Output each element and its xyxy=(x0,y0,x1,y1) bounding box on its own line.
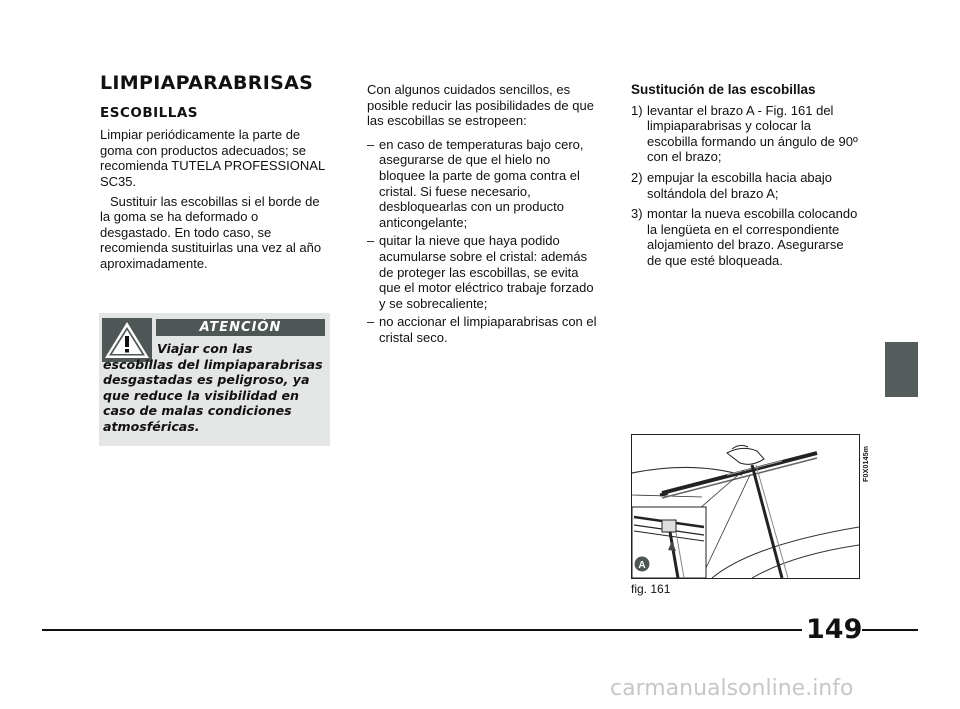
step-text: empujar la escobilla hacia abajo soltándola del brazo A; xyxy=(647,169,833,201)
list-item-text: quitar la nieve que haya podido acumularse sobre el cristal: además de proteger las escobillas, se evita que el motor eléctrico trabaje forzado y se sobrecaliente; xyxy=(379,233,594,311)
warning-text: Viajar con las escobillas del limpiaparabrisas desgastadas es peligroso, ya que reduce la visibilidad en caso de malas condiciones atmosféricas. xyxy=(103,341,323,434)
paragraph-replace: Sustituir las escobillas si el borde de la goma se ha deformado o desgastado. En todo caso, se recomienda sustituirlas una vez al año aproximadamente. xyxy=(100,193,322,271)
figure-label-a: A xyxy=(638,560,646,571)
footer-rule-right xyxy=(862,629,918,631)
watermark: carmanualsonline.info xyxy=(610,676,854,701)
dash-bullet: – xyxy=(367,233,375,249)
warning-header: ATENCIÓN xyxy=(156,319,325,336)
section-subtitle: ESCOBILLAS xyxy=(100,104,199,121)
step-item xyxy=(631,103,861,165)
page-title: LIMPIAPARABRISAS xyxy=(100,72,314,94)
list-item xyxy=(367,137,599,231)
wiper-drawing xyxy=(632,435,859,578)
step-text: montar la nueva escobilla colocando la lengüeta en el correspondiente alojamiento del brazo. Asegurarse de que esté bloqueada. xyxy=(647,206,858,268)
right-column xyxy=(631,82,861,274)
figure-caption: fig. 161 xyxy=(631,582,671,596)
middle-column xyxy=(367,82,599,349)
paragraph-cleaning: Limpiar periódicamente la parte de goma con productos adecuados; se recomienda TUTELA PROFESSIONAL SC35. xyxy=(100,127,325,189)
list-item-text: no accionar el limpiaparabrisas con el cristal seco. xyxy=(379,314,597,345)
step-number: 3) xyxy=(631,206,643,222)
chapter-tab xyxy=(885,342,918,397)
step-item xyxy=(631,206,861,268)
replacement-heading: Sustitución de las escobillas xyxy=(631,82,816,97)
step-text: levantar el brazo A - Fig. 161 del limpiaparabrisas y colocar la escobilla formando un ángulo de 90º con el brazo; xyxy=(647,102,858,165)
care-list xyxy=(367,137,599,346)
left-column xyxy=(100,72,328,276)
wiper-illustration xyxy=(631,434,860,579)
replacement-steps xyxy=(631,103,861,269)
list-item xyxy=(367,314,599,345)
figure-code: F0X0145m xyxy=(863,445,870,482)
page-number: 149 xyxy=(806,614,863,645)
care-intro: Con algunos cuidados sencillos, es posible reducir las posibilidades de que las escobillas se estropeen: xyxy=(367,82,594,129)
dash-bullet: – xyxy=(367,314,375,330)
dash-bullet: – xyxy=(367,136,375,152)
footer-rule-left xyxy=(42,629,802,631)
step-number: 1) xyxy=(631,102,643,118)
list-item-text: en caso de temperaturas bajo cero, asegurarse de que el hielo no bloquee la parte de goma contra el cristal. Si fuese necesario, desbloquearlas con un producto anticongelante; xyxy=(379,136,584,230)
warning-box xyxy=(99,313,330,446)
step-number: 2) xyxy=(631,169,643,185)
list-item xyxy=(367,233,599,311)
step-item xyxy=(631,170,861,201)
